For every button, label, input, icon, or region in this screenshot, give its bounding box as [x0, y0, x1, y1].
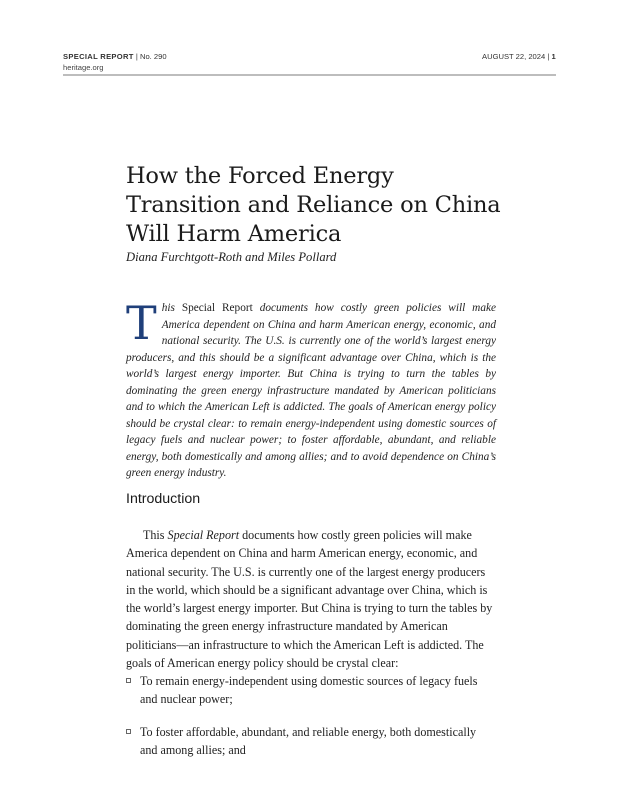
list-item — [126, 723, 494, 760]
abstract-text: documents how costly green policies will make America dependent on China and harm American energy, economic, and national security. The U.S. is currently one of the world’s largest energy producers, and this should be a significant advantage over China, which is the world’s largest energy importer. But China is trying to turn the tables by dominating the green energy infrastructure mandated by American politicians and to which the American Left is addicted. The goals of American energy policy should be crystal clear: to remain energy-independent using domestic sources of legacy fuels and nuclear power; to foster affordable, abundant, and reliable energy, both domestically and among allies; and to avoid dependence on China’s green energy industry. — [126, 302, 497, 480]
report-label-group — [63, 51, 167, 62]
report-number: No. 290 — [139, 52, 167, 61]
intro-text: documents how costly green policies will make America dependent on China and harm American energy, economic, and national security. The U.S. is currently one of the largest energy producers in the world, which should be a significant advantage over China, which is the world’s largest energy importer. But China is trying to turn the tables by dominating the green energy infrastructure mandated by American politicians—an infrastructure to which the American Left is addicted. The goals of American energy policy should be crystal clear: — [126, 528, 493, 671]
square-bullet-icon — [126, 729, 131, 734]
header-separator-right: | — [547, 52, 550, 61]
page-title: How the Forced Energy Transition and Reliance on China Will Harm America — [126, 163, 501, 247]
drop-cap: T — [126, 296, 157, 350]
square-bullet-icon — [126, 678, 131, 683]
abstract-lead: his — [161, 302, 175, 314]
intro-doc-name: Special Report — [167, 528, 240, 542]
report-label: SPECIAL REPORT — [63, 52, 134, 61]
authors-line: Diana Furchtgott-Roth and Miles Pollard — [126, 250, 337, 264]
header-rule — [63, 74, 556, 76]
list-item-text: To remain energy-independent using domestic sources of legacy fuels and nuclear power; — [140, 674, 478, 707]
site-link[interactable]: heritage.org — [63, 63, 104, 72]
list-item-text: To foster affordable, abundant, and reliable energy, both domestically and among allies; and — [140, 724, 477, 757]
page-header — [63, 51, 556, 73]
abstract-doc-name: Special Report — [181, 302, 253, 314]
list-item — [126, 672, 494, 709]
introduction-paragraph — [126, 526, 494, 672]
goals-list — [126, 672, 494, 773]
page-number: 1 — [551, 52, 556, 61]
date-group — [482, 51, 556, 62]
header-separator: | — [135, 52, 138, 61]
intro-lead: This — [143, 528, 165, 542]
section-heading-introduction: Introduction — [126, 491, 201, 507]
abstract — [126, 296, 497, 482]
report-date: AUGUST 22, 2024 — [482, 52, 546, 61]
